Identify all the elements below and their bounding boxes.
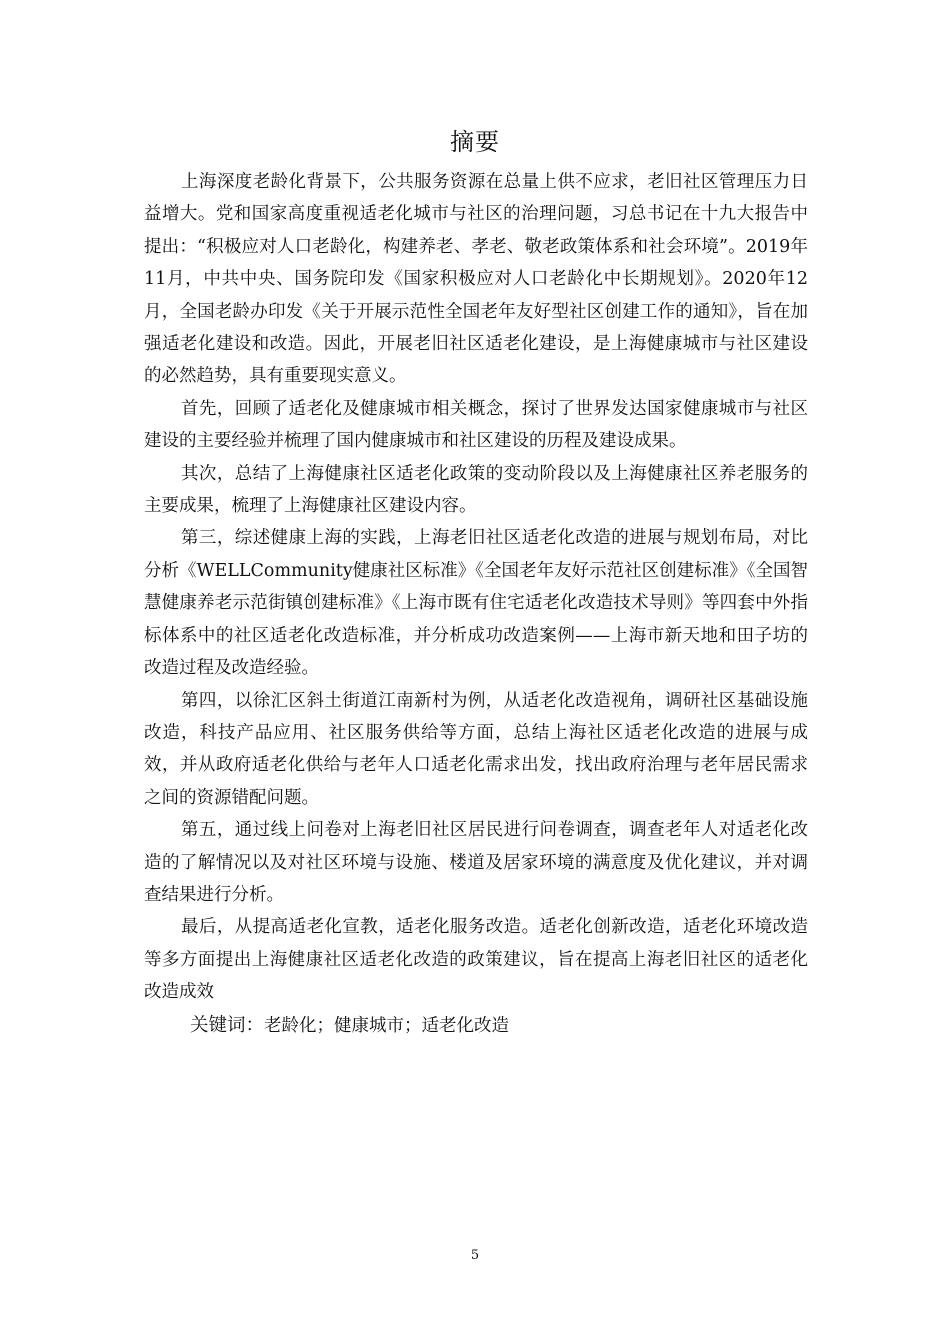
paragraph-fifth: 第五，通过线上问卷对上海老旧社区居民进行问卷调查，调查老年人对适老化改造的了解情况以及对社区环境与设施、楼道及居家环境的满意度及优化建议，并对调查结果进行分析。 (144, 820, 808, 905)
keywords-label: 关键词： (190, 1014, 265, 1036)
page-number: 5 (470, 1248, 480, 1263)
paragraph-third: 第三，综述健康上海的实践，上海老旧社区适老化改造的进展与规划布局，对比分析《WELLCommunity健康社区标准》《全国老年友好示范社区创建标准》《全国智慧健康养老示范街镇创建标准》《上海市既有住宅适老化改造技术导则》等四套中外指标体系中的社区适老化改造标准，并分析成功改造案例——上海市新天地和田子坊的改造过程及改造经验。 (144, 528, 808, 679)
paragraph-background: 上海深度老龄化背景下，公共服务资源在总量上供不应求，老旧社区管理压力日益增大。党和国家高度重视适老化城市与社区的治理问题，习总书记在十九大报告中提出：“积极应对人口老龄化，构建养老、孝老、敬老政策体系和社会环境”。2019年11月，中共中央、国务院印发《国家积极应对人口老龄化中长期规划》。2020年12月，全国老龄办印发《关于开展示范性全国老年友好型社区创建工作的通知》，旨在加强适老化建设和改造。因此，开展老旧社区适老化建设，是上海健康城市与社区建设的必然趋势，具有重要现实意义。 (144, 172, 808, 387)
paragraph-second: 其次，总结了上海健康社区适老化政策的变动阶段以及上海健康社区养老服务的主要成果，梳理了上海健康社区建设内容。 (144, 463, 808, 517)
keywords-value: 老龄化；健康城市；适老化改造 (264, 1015, 510, 1036)
keywords-line (144, 1009, 808, 1043)
abstract-body (144, 166, 808, 1043)
abstract-title: 摘要 (450, 128, 500, 156)
paragraph-fourth: 第四，以徐汇区斜土街道江南新村为例，从适老化改造视角，调研社区基础设施改造，科技产品应用、社区服务供给等方面，总结上海社区适老化改造的进展与成效，并从政府适老化供给与老年人口适老化需求出发，找出政府治理与老年居民需求之间的资源错配问题。 (144, 690, 808, 808)
paragraph-first: 首先，回顾了适老化及健康城市相关概念，探讨了世界发达国家健康城市与社区建设的主要经验并梳理了国内健康城市和社区建设的历程及建设成果。 (144, 398, 808, 452)
paragraph-final: 最后，从提高适老化宣教，适老化服务改造。适老化创新改造，适老化环境改造等多方面提出上海健康社区适老化改造的政策建议，旨在提高上海老旧社区的适老化改造成效 (144, 917, 808, 1003)
